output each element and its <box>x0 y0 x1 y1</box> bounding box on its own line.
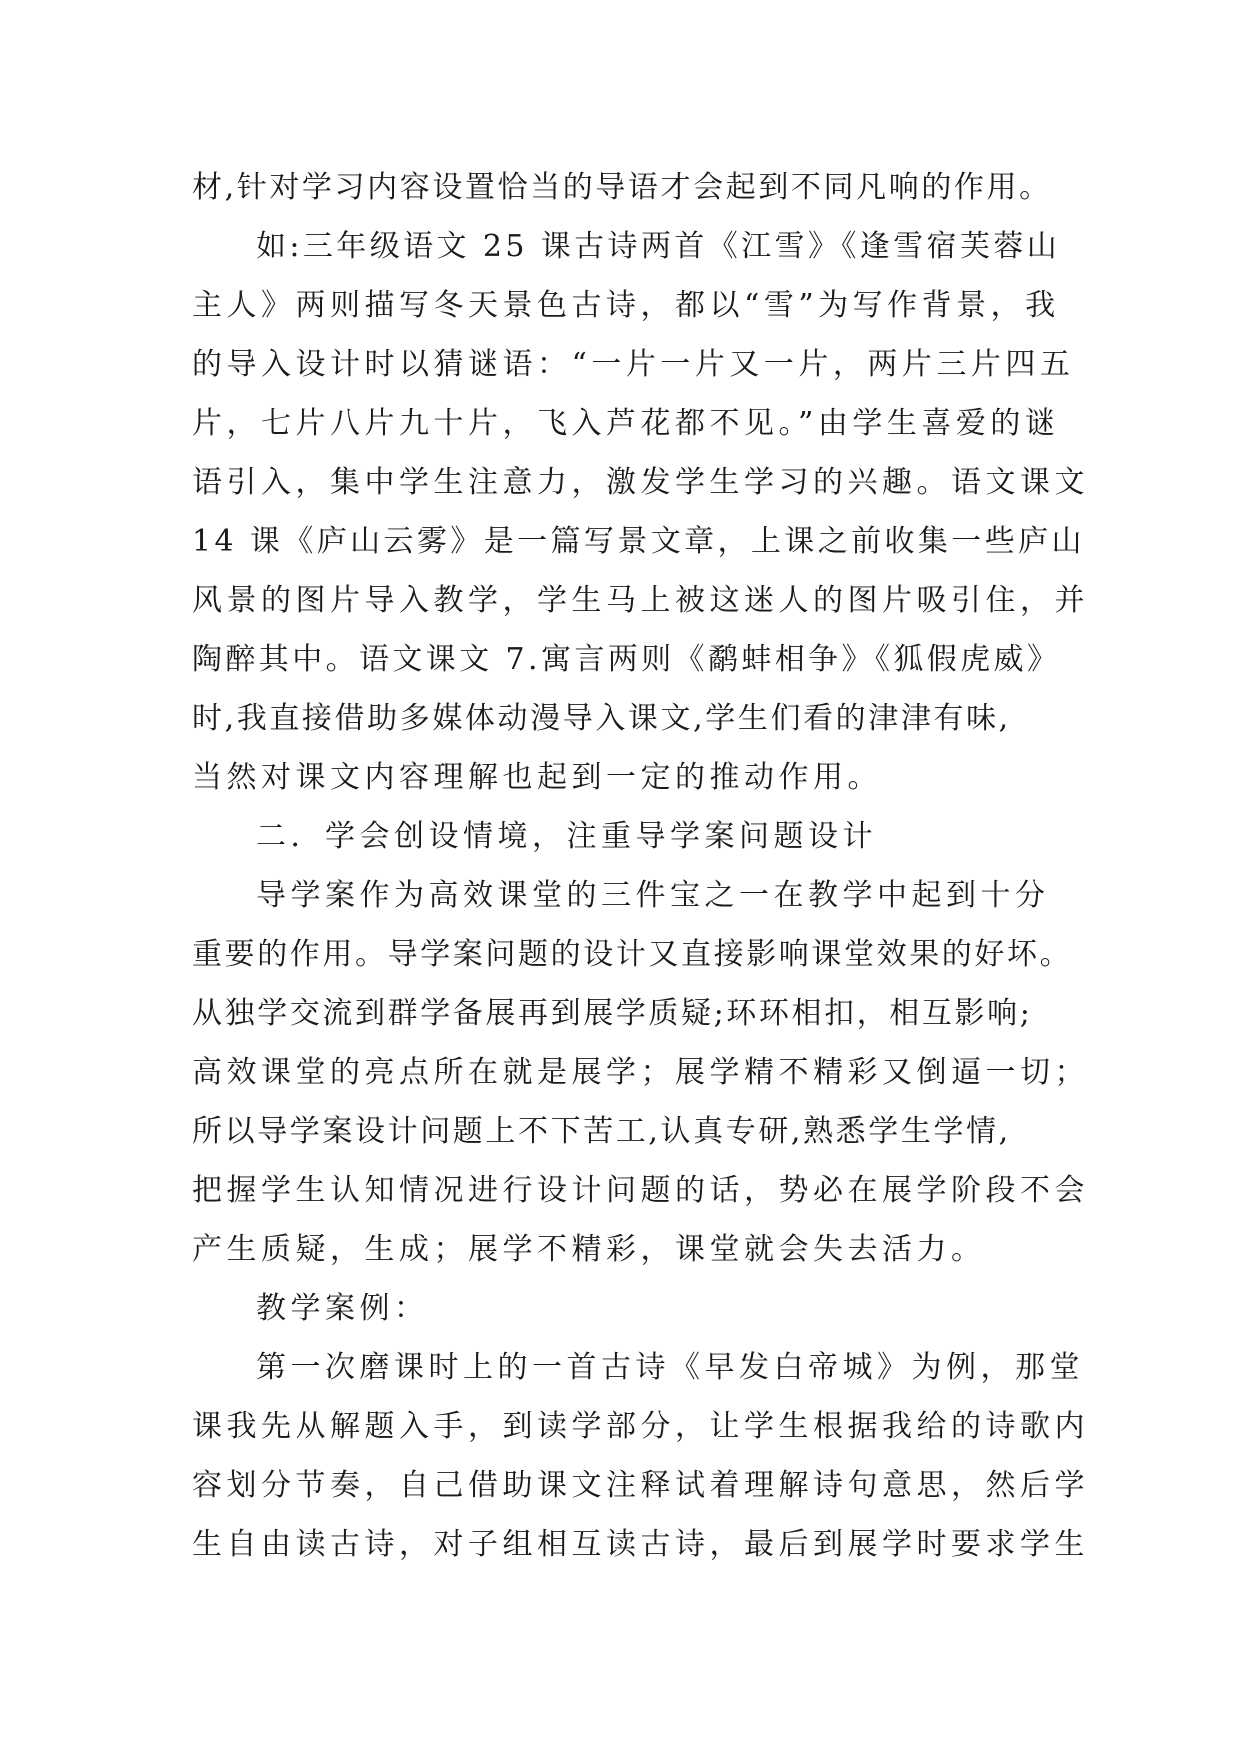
text-line: 从独学交流到群学备展再到展学质疑;环环相扣，相互影响; <box>192 996 1033 1031</box>
text-line: 14 课《庐山云雾》是一篇写景文章，上课之前收集一些庐山 <box>192 524 1085 559</box>
text-line: 风景的图片导入教学，学生马上被这迷人的图片吸引住，并 <box>192 583 1089 618</box>
text-line: 产生质疑，生成；展学不精彩，课堂就会失去活力。 <box>192 1232 986 1267</box>
text-line: 重要的作用。导学案问题的设计又直接影响课堂效果的好坏。 <box>192 937 1073 972</box>
text-line: 所以导学案设计问题上不下苦工,认真专研,熟悉学生学情, <box>192 1114 1011 1149</box>
text-line: 高效课堂的亮点所在就是展学；展学精不精彩又倒逼一切； <box>192 1055 1089 1090</box>
text-line: 容划分节奏，自己借助课文注释试着理解诗句意思，然后学 <box>192 1468 1089 1503</box>
text-line: 的导入设计时以猜谜语：“一片一片又一片，两片三片四五 <box>192 347 1075 382</box>
text-line: 第一次磨课时上的一首古诗《早发白帝城》为例，那堂 <box>256 1350 1084 1385</box>
body-text <box>192 158 1092 1574</box>
text-line: 陶醉其中。语文课文 7.寓言两则《鹬蚌相争》《狐假虎威》 <box>192 642 1061 677</box>
section-heading: 二．学会创设情境，注重导学案问题设计 <box>256 819 877 854</box>
text-line: 把握学生认知情况进行设计问题的话，势必在展学阶段不会 <box>192 1173 1089 1208</box>
text-line: 片，七片八片九十片，飞入芦花都不见。”由学生喜爱的谜 <box>192 406 1060 441</box>
text-line: 时,我直接借助多媒体动漫导入课文,学生们看的津津有味, <box>192 701 1011 736</box>
text-line: 当然对课文内容理解也起到一定的推动作用。 <box>192 760 882 795</box>
text-line: 课我先从解题入手，到读学部分，让学生根据我给的诗歌内 <box>192 1409 1089 1444</box>
text-line: 如:三年级语文 25 课古诗两首《江雪》《逢雪宿芙蓉山 <box>256 229 1061 264</box>
text-line: 教学案例： <box>256 1291 429 1326</box>
text-line: 语引入，集中学生注意力，激发学生学习的兴趣。语文课文 <box>192 465 1089 500</box>
text-line: 生自由读古诗，对子组相互读古诗，最后到展学时要求学生 <box>192 1527 1089 1562</box>
text-line: 材,针对学习内容设置恰当的导语才会起到不同凡响的作用。 <box>192 170 1052 205</box>
text-line: 导学案作为高效课堂的三件宝之一在教学中起到十分 <box>256 878 1050 913</box>
text-line: 主人》两则描写冬天景色古诗，都以“雪”为写作背景，我 <box>192 288 1060 323</box>
